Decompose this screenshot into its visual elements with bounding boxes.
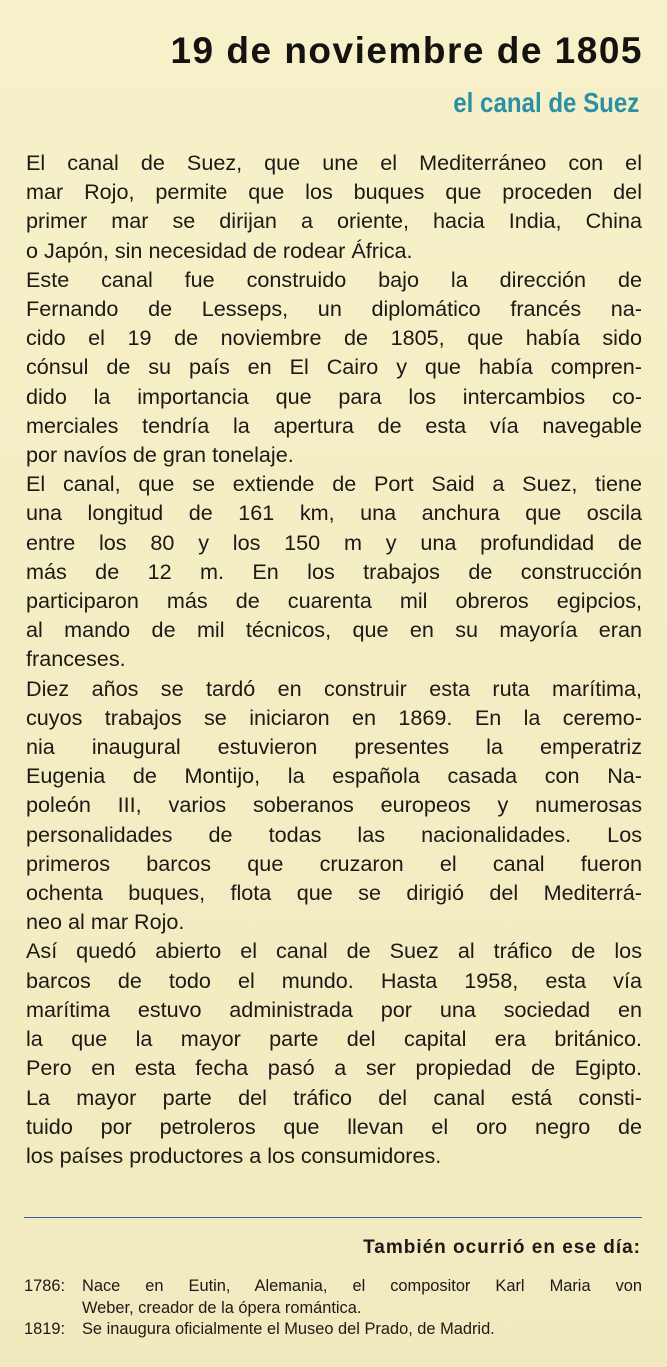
article-line: poleón III, varios soberanos europeos y numerosas <box>26 792 642 818</box>
article-line: cuyos trabajos se iniciaron en 1869. En la ceremo- <box>26 704 642 730</box>
article-line: primer mar se dirijan a oriente, hacia India, China <box>26 208 642 234</box>
article-line: una longitud de 161 km, una anchura que oscila <box>26 500 642 526</box>
events-heading: También ocurrió en ese día: <box>363 1237 641 1258</box>
article-line: personalidades de todas las nacionalidades. Los <box>26 821 642 847</box>
article-line: la que la mayor parte del capital era británico. <box>26 1026 642 1052</box>
event-year: 1786: <box>24 1277 66 1295</box>
event-item <box>24 1319 642 1341</box>
article-line: cido el 19 de noviembre de 1805, que había sido <box>26 325 642 351</box>
article-line: nia inaugural estuvieron presentes la emperatriz <box>26 734 642 760</box>
article-line: franceses. <box>26 646 126 672</box>
events-list <box>24 1276 642 1341</box>
article-line: tuido por petroleros que llevan el oro negro de <box>26 1113 642 1139</box>
article-line: al mando de mil técnicos, que en su mayoría eran <box>26 617 642 643</box>
event-text-line: Se inaugura oficialmente el Museo del Prado, de Madrid. <box>82 1320 495 1338</box>
event-item <box>24 1276 642 1319</box>
article-line: Así quedó abierto el canal de Suez al tráfico de los <box>26 938 642 964</box>
article-line: o Japón, sin necesidad de rodear África. <box>26 237 413 263</box>
article-line: Este canal fue construido bajo la dirección de <box>26 266 642 292</box>
article-line: participaron más de cuarenta mil obreros egipcios, <box>26 588 642 614</box>
article-line: barcos de todo el mundo. Hasta 1958, esta vía <box>26 967 642 993</box>
article-line: Fernando de Lesseps, un diplomático francés na- <box>26 296 642 322</box>
article-line: Pero en esta fecha pasó a ser propiedad de Egipto. <box>26 1055 642 1081</box>
article-line: neo al mar Rojo. <box>26 909 185 935</box>
article-body <box>26 148 642 1170</box>
event-text <box>82 1276 642 1319</box>
event-text <box>82 1319 642 1341</box>
event-text-line: Nace en Eutin, Alemania, el compositor Karl Maria von <box>82 1277 642 1295</box>
article-line: merciales tendría la apertura de esta vía navegable <box>26 412 642 438</box>
article-line: por navíos de gran tonelaje. <box>26 442 294 468</box>
article-line: dido la importancia que para los intercambios co- <box>26 383 642 409</box>
article-line: primeros barcos que cruzaron el canal fueron <box>26 850 642 876</box>
article-line: los países productores a los consumidores. <box>26 1142 442 1168</box>
event-year: 1819: <box>24 1320 66 1338</box>
article-line: El canal, que se extiende de Port Said a Suez, tiene <box>26 471 642 497</box>
article-line: Diez años se tardó en construir esta ruta marítima, <box>26 675 642 701</box>
article-line: Eugenia de Montijo, la española casada con Na- <box>26 763 642 789</box>
page-subtitle: el canal de Suez <box>452 87 639 118</box>
article-line: ochenta buques, flota que se dirigió del Mediterrá- <box>26 880 642 906</box>
page-title: 19 de noviembre de 1805 <box>170 30 643 71</box>
article-line: La mayor parte del tráfico del canal está consti- <box>26 1084 642 1110</box>
article-line: El canal de Suez, que une el Mediterráneo con el <box>26 150 642 175</box>
section-divider <box>24 1217 642 1218</box>
article-line: cónsul de su país en El Cairo y que había compren- <box>26 354 642 380</box>
article-line: más de 12 m. En los trabajos de construcción <box>26 558 642 584</box>
article-line: marítima estuvo administrada por una sociedad en <box>26 996 642 1022</box>
article-line: mar Rojo, permite que los buques que proceden del <box>26 179 642 205</box>
article-line: entre los 80 y los 150 m y una profundidad de <box>26 529 642 555</box>
event-text-line: Weber, creador de la ópera romántica. <box>82 1298 362 1317</box>
